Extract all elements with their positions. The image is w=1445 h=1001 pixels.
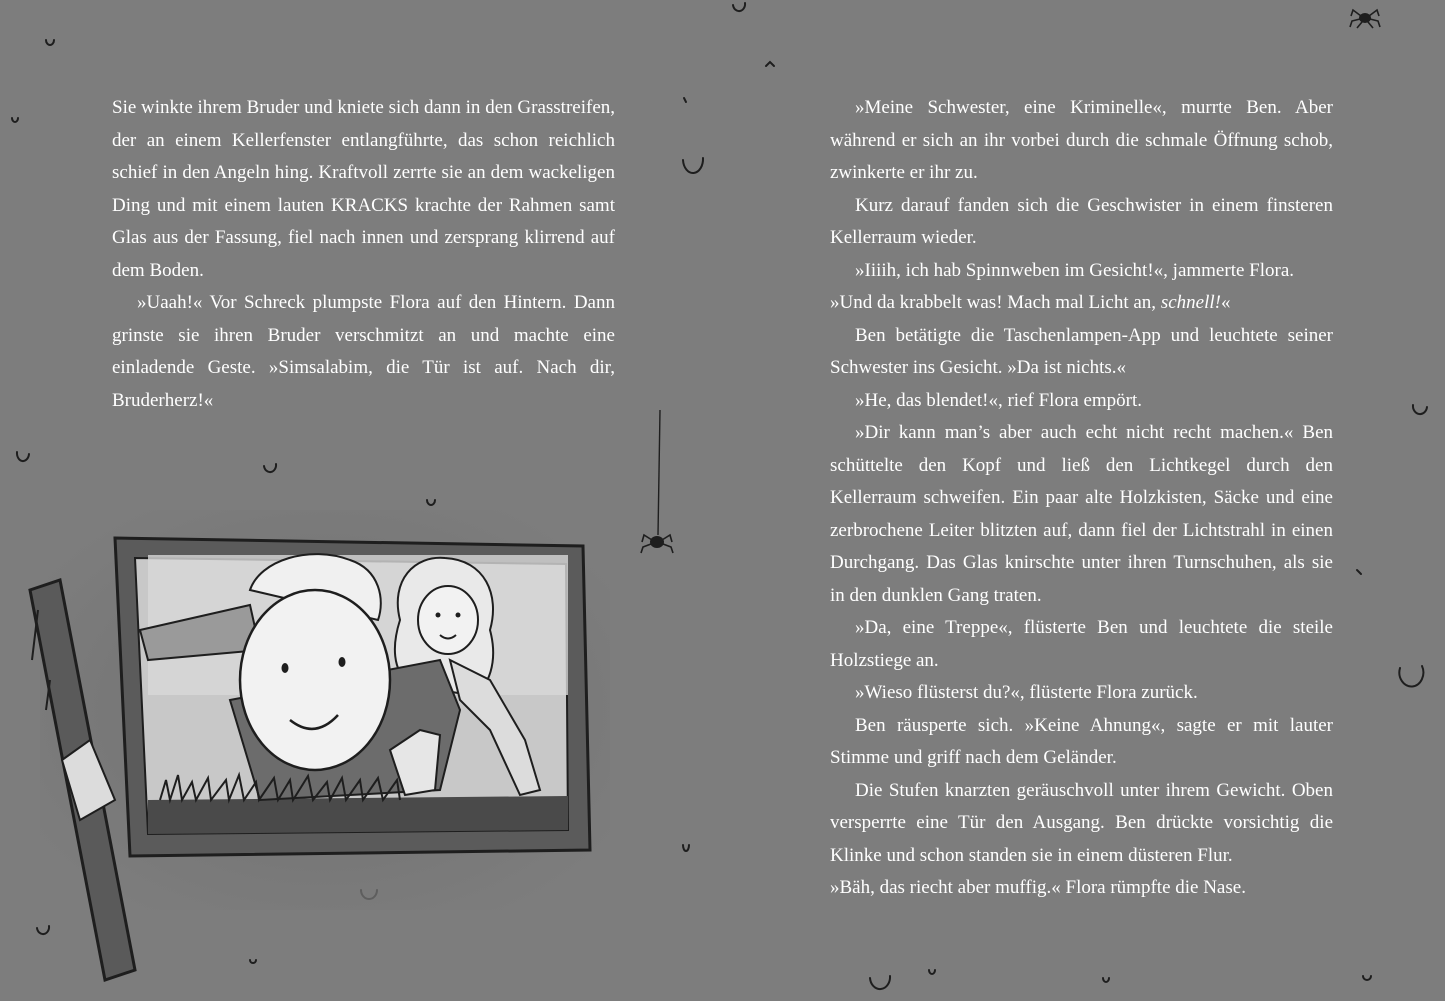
paragraph: Die Stufen knarzten geräuschvoll unter ihrem Gewicht. Oben versperrte eine Tür den Ausgang. Ben drückte vorsichtig die Klinke und schon standen sie in einem düsteren Flur.: [830, 779, 1333, 866]
paragraph: »He, das blendet!«, rief Flora empört.: [855, 389, 1143, 411]
paragraph: »Meine Schwester, eine Kriminelle«, murrte Ben. Aber während er sich an ihr vorbei durch die schmale Öffnung schob, zwinkerte er ihr zu.: [830, 97, 1333, 183]
paragraph: Ben räusperte sich. »Keine Ahnung«, sagte er mit lauter Stimme und griff nach dem Geländer.: [830, 714, 1333, 768]
paragraph: »Bäh, das riecht aber muffig.« Flora rümpfte die Nase.: [830, 877, 1246, 898]
spider-thread: [658, 410, 660, 535]
right-page-text: [830, 92, 1333, 905]
paragraph: [830, 287, 1333, 320]
ring-doodle-icon: [1399, 666, 1423, 686]
left-page-text: [112, 92, 615, 417]
paragraph: »Uaah!« Vor Schreck plumpste Flora auf den Hintern. Dann grinste sie ihren Bruder verschmitzt an und machte eine einladende Geste. »Simsalabim, die Tür ist auf. Nach dir, Bruderherz!«: [112, 292, 615, 411]
paragraph: Ben betätigte die Taschenlampen-App und leuchtete seiner Schwester ins Gesicht. »Da ist nichts.«: [830, 324, 1333, 378]
paragraph: Kurz darauf fanden sich die Geschwister in einem finsteren Kellerraum wieder.: [830, 194, 1333, 248]
spider-icon: [1350, 10, 1380, 28]
closing-quote: «: [1220, 292, 1231, 313]
paragraph: »Dir kann man’s aber auch echt nicht recht machen.« Ben schüttelte den Kopf und ließ den Lichtkegel durch den Kellerraum schweifen. Ein paar alte Holzkisten, Säcke und eine zerbrochene Leiter blitzten auf, dann fiel der Lichtstrahl in einen Durchgang. Das Glas knirschte unter ihren Turnschuhen, als sie in den dunklen Gang traten.: [830, 422, 1333, 606]
paragraph: »Iiiih, ich hab Spinnweben im Gesicht!«, jammerte Flora.: [855, 259, 1295, 281]
paragraph: »Wieso flüsterst du?«, flüsterte Flora zurück.: [855, 682, 1198, 703]
paragraph: »Da, eine Treppe«, flüsterte Ben und leuchtete die steile Holzstiege an.: [830, 617, 1333, 671]
emphasis-text: schnell!: [1160, 292, 1221, 313]
spider-icon: [641, 535, 673, 553]
paragraph-text: »Und da krabbelt was! Mach mal Licht an,: [830, 292, 1161, 313]
cellar-window-illustration: [20, 500, 620, 990]
ring-doodle-icon: [683, 158, 703, 173]
paragraph: Sie winkte ihrem Bruder und kniete sich dann in den Grasstreifen, der an einem Kellerfenster entlangführte, das schon reichlich schief in den Angeln hing. Kraftvoll zerrte sie an dem wackeligen Ding und mit einem lauten KRACKS krachte der Rahmen samt Glas aus der Fassung, fiel nach innen und zersprang klirrend auf dem Boden.: [112, 97, 615, 281]
